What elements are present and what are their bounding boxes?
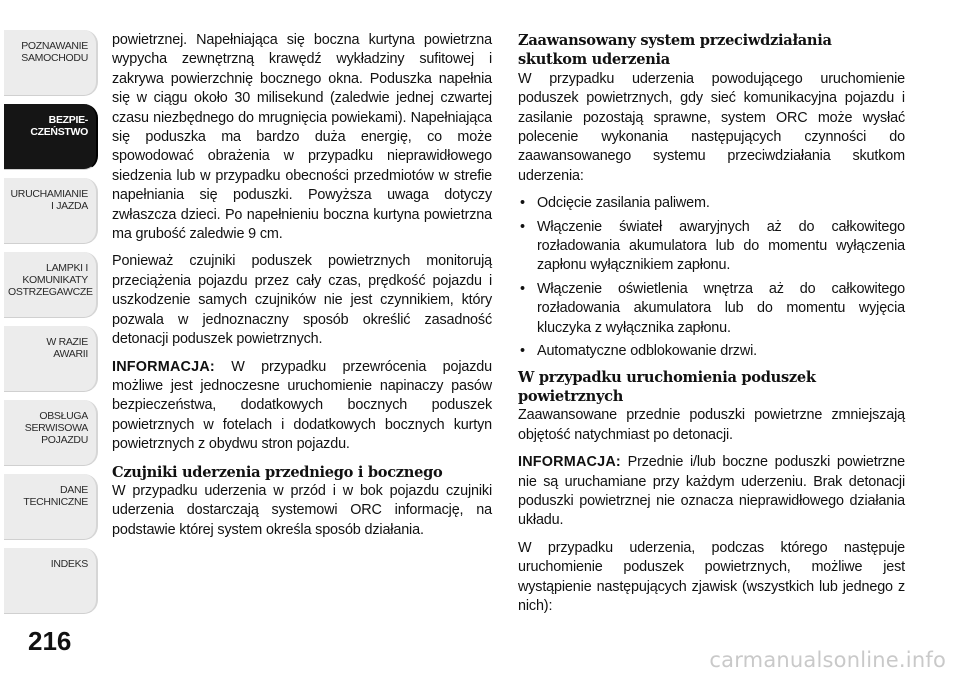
list-item: • Włączenie oświetlenia wnętrza aż do całkowitego rozładowania akumulatora lub do momentu wyjęcia kluczyka z wyłącznika zapłonu.	[518, 280, 905, 338]
tab-uruchamianie-i-jazda[interactable]	[4, 178, 98, 244]
info-label: INFORMACJA:	[518, 454, 621, 471]
paragraph-enhanced-accident-response: W przypadku uderzenia powodującego uruchomienie poduszek powietrznych, gdy sieć komunikacyjna pojazdu i zasilanie pozostają sprawne, system ORC może wysłać polecenie wykonania następujących czynności do zaawansowanego systemu przeciwdziałania skutkom uderzenia:	[518, 70, 905, 184]
list-item: • Włączenie świateł awaryjnych aż do całkowitego rozładowania akumulatora lub do momentu wyłączenia zapłonu wyłącznikiem zapłonu.	[518, 218, 905, 276]
section-tabs	[0, 0, 100, 678]
tab-poznawanie-samochodu[interactable]	[4, 30, 98, 96]
paragraph-airbag-volume: Zaawansowane przednie poduszki powietrzne zmniejszają objętość natychmiast po detonacji.	[518, 407, 905, 443]
info-note-rollover	[112, 358, 492, 455]
tab-label: URUCHAMIANIE I JAZDA	[10, 188, 88, 212]
heading-impact-sensors: Czujniki uderzenia przedniego i bocznego	[112, 463, 443, 481]
tab-w-razie-awarii[interactable]	[4, 326, 98, 392]
paragraph-sensors-monitoring: Ponieważ czujniki poduszek powietrznych monitorują przeciążenia pojazdu przez cały czas, prędkość pojazdu i uszkodzenie samych czujników nie jest czynnikiem, który pozwala w jednoznaczny sposób określić zasadność detonacji poduszek powietrznych.	[112, 253, 492, 348]
tab-bezpieczenstwo[interactable]	[4, 104, 98, 170]
tab-label: OBSŁUGA SERWISOWA POJAZDU	[24, 410, 88, 446]
tab-label: W RAZIE AWARII	[46, 336, 88, 360]
tab-lampki-i-komunikaty[interactable]	[4, 252, 98, 318]
paragraph-curtain-airbag: powietrznej. Napełniająca się boczna kurtyna powietrzna wypycha zewnętrzną krawędź wykładziny sufitowej i zakrywa powierzchnię bocznego okna. Poduszka napełnia się w ciągu około 30 milisekund (zaledwie jednej czwartej czasu niezbędnego do mrugnięcia powiekami). Napełniająca się poduszka ma bardzo duża energię, co może spowodować obrażenia w przypadku nieprawidłowego siedzenia lub w przypadku obecności przedmiotów w strefie napełniania się poduszki. Powyższa uwaga dotyczy zwłaszcza dzieci. Po napełnieniu boczna kurtyna powietrzna ma grubość zaledwie 9 cm.	[112, 32, 492, 243]
heading-enhanced-accident-response: Zaawansowany system przeciwdziałania skutkom uderzenia	[518, 32, 832, 69]
tab-indeks[interactable]	[4, 548, 98, 614]
info-note-deployment	[518, 453, 905, 531]
page-number: 216	[28, 626, 72, 656]
info-text: Przednie i/lub boczne poduszki powietrzne nie są uruchamiane przy każdym uderzeniu. Brak detonacji poduszki powietrznej nie oznacza nieprawidłowego działania układu.	[518, 454, 905, 529]
watermark: carmanualsonline.info	[709, 648, 946, 672]
info-text: W przypadku przewrócenia pojazdu możliwe jest jednoczesne uruchomienie napinaczy pasów bezpieczeństwa, dodatkowych bocznych poduszek powietrznych w fotelach i dodatkowych bocznych kurtyn powietrznych z obydwu stron pojazdu.	[112, 358, 492, 453]
response-actions-list	[518, 194, 905, 361]
tab-label: BEZPIE- CZEŃSTWO	[30, 114, 88, 138]
paragraph-impact-sensors: W przypadku uderzenia w przód i w bok pojazdu czujniki uderzenia dostarczają systemowi ORC informację, na podstawie której system określa sposób działania.	[112, 482, 492, 538]
left-column	[112, 31, 492, 548]
right-column	[518, 31, 905, 624]
info-label: INFORMACJA:	[112, 358, 215, 375]
tab-label: POZNAWANIE SAMOCHODU	[21, 40, 88, 64]
list-item: • Odcięcie zasilania paliwem.	[518, 194, 905, 213]
tab-label: DANE TECHNICZNE	[23, 484, 88, 508]
paragraph-deployment-effects: W przypadku uderzenia, podczas którego następuje uruchomienie poduszek powietrznych, możliwe jest wystąpienie następujących zjawisk (wszystkich lub jednego z nich):	[518, 539, 905, 614]
tab-obsluga-serwisowa[interactable]	[4, 400, 98, 466]
heading-airbag-deployment: W przypadku uruchomienia poduszek powietrznych	[518, 368, 816, 405]
tab-label: INDEKS	[50, 558, 88, 570]
tab-label: LAMPKI I KOMUNIKATY OSTRZEGAWCZE	[8, 262, 93, 298]
tab-dane-techniczne[interactable]	[4, 474, 98, 540]
list-item: • Automatyczne odblokowanie drzwi.	[518, 342, 905, 361]
